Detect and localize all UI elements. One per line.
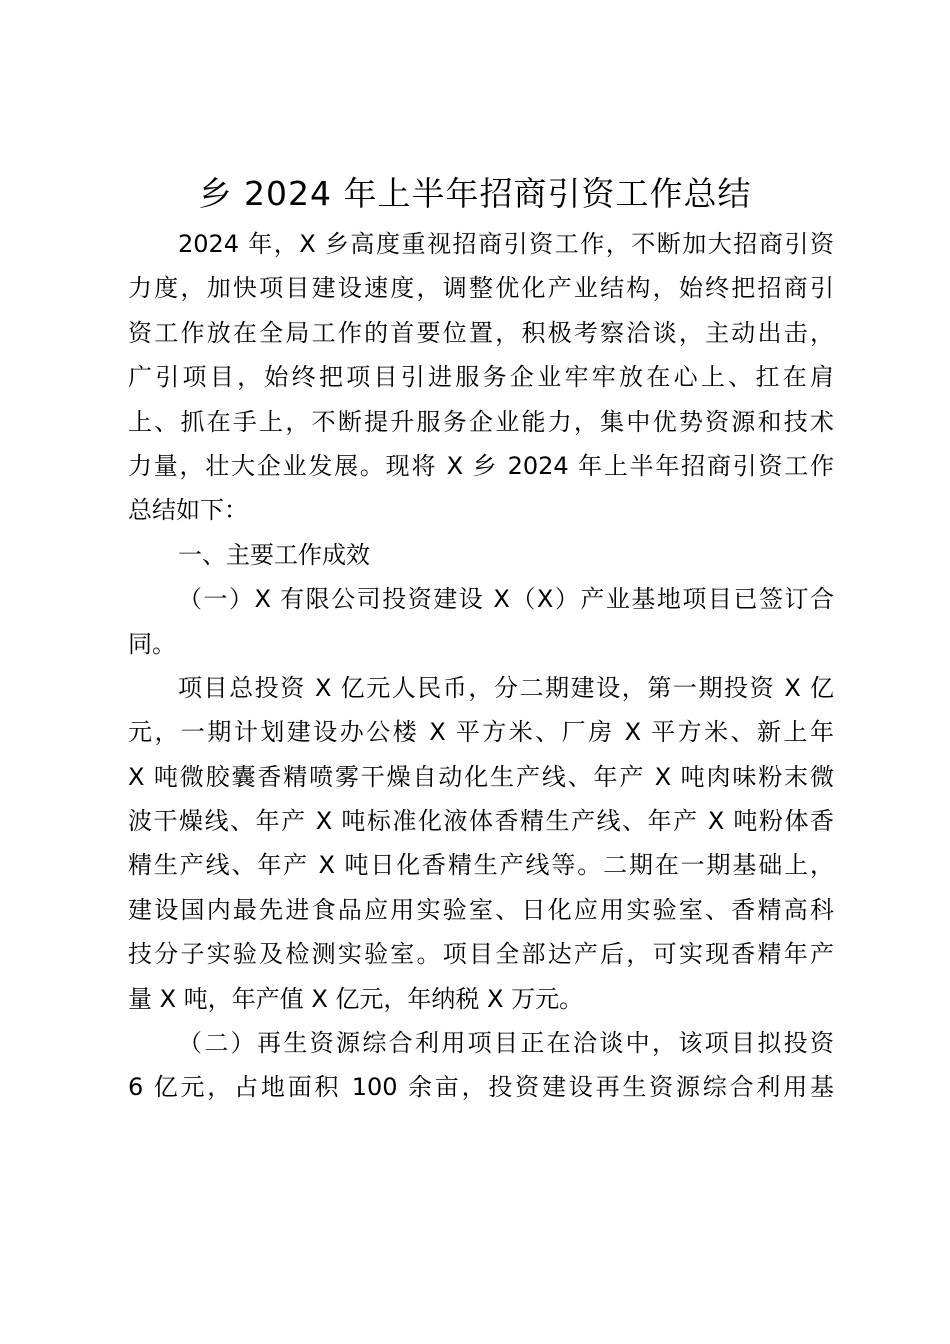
text-line: 量 X 吨，年产值 X 亿元，年纳税 X 万元。 (128, 984, 584, 1013)
text-line: 广引项目，始终把项目引进服务企业牢牢放在心上、扛在肩 (128, 363, 834, 392)
text-line: 总结如下： (128, 496, 248, 525)
text-line: 元，一期计划建设办公楼 X 平方米、厂房 X 平方米、新上年 (128, 718, 834, 747)
text-line: （一）X 有限公司投资建设 X（X）产业基地项目已签订合 (178, 585, 834, 614)
text-line: 同。 (128, 629, 176, 658)
text-line: 2024 年，X 乡高度重视招商引资工作，不断加大招商引资 (178, 230, 834, 258)
text-line: 力度，加快项目建设速度，调整优化产业结构，始终把招商引 (128, 274, 834, 303)
text-line: 技分子实验及检测实验室。项目全部达产后，可实现香精年产 (128, 940, 834, 969)
text-line: 一、主要工作成效 (178, 540, 370, 569)
document-title: 乡 2024 年上半年招商引资工作总结 (198, 174, 752, 213)
text-line: X 吨微胶囊香精喷雾干燥自动化生产线、年产 X 吨肉味粉末微 (128, 762, 834, 791)
text-line: 波干燥线、年产 X 吨标准化液体香精生产线、年产 X 吨粉体香 (128, 807, 834, 836)
text-line: 力量，壮大企业发展。现将 X 乡 2024 年上半年招商引资工作 (128, 451, 834, 480)
text-line: 精生产线、年产 X 吨日化香精生产线等。二期在一期基础上， (128, 851, 834, 880)
text-line: 建设国内最先进食品应用实验室、日化应用实验室、香精高科 (128, 895, 834, 924)
document-body (128, 222, 834, 1110)
text-line: （二）再生资源综合利用项目正在洽谈中，该项目拟投资 (178, 1029, 834, 1058)
text-line: 资工作放在全局工作的首要位置，积极考察洽谈，主动出击， (128, 318, 834, 347)
text-line: 项目总投资 X 亿元人民币，分二期建设，第一期投资 X 亿 (178, 673, 834, 702)
text-line: 上、抓在手上，不断提升服务企业能力，集中优势资源和技术 (128, 407, 834, 436)
text-line: 6 亿元，占地面积 100 余亩，投资建设再生资源综合利用基 (128, 1073, 834, 1102)
